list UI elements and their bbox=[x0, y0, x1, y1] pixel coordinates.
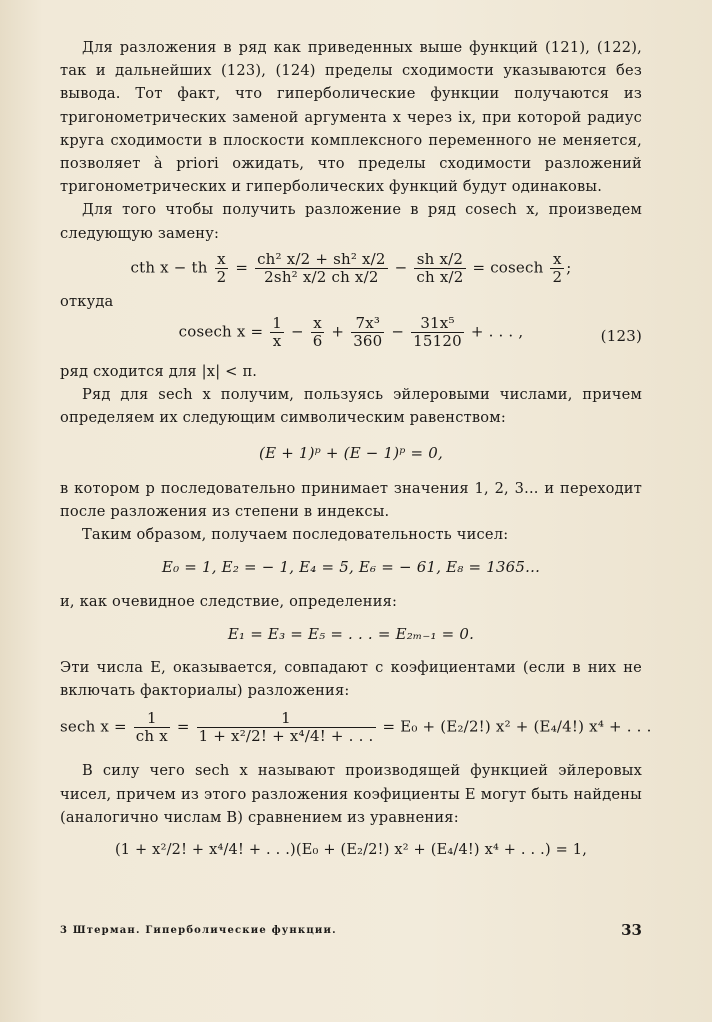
equation-odd-zero: E₁ = E₃ = E₅ = . . . = E₂ₘ₋₁ = 0. bbox=[227, 624, 475, 643]
footer-note: 3 Штерман. Гиперболические функции. bbox=[60, 925, 337, 936]
paragraph-6: в котором p последовательно принимает значения 1, 2, 3... и переходит после разложения из степени в индексы. bbox=[60, 479, 642, 521]
equation-cth-minus-th: cth x − th $\frac{x}{2}$ = $\frac{\text{ch² x/2 + sh² x/2}}{\text{2sh² x/2 ch x/2}}$ − $\frac{\text{sh x/2}}{\text{ch x/2}}$ = cosech $\frac{x}{2}$ ; bbox=[130, 249, 572, 286]
paragraph-1: Для разложения в ряд как приведенных выше функций (121), (122), так и дальнейших (123), (124) пределы сходимости указываются без вывода. Тот факт, что гиперболические функции получаются из тригонометрических заменой аргумента x через ix, при которой радиус круга сходимости в плоскости комплексного переменного не меняется, позволяет à priori ожидать, что пределы сходимости разложений тригонометрических и гиперболических функций будут одинаковы. bbox=[60, 39, 642, 196]
paragraph-3: откуда bbox=[60, 292, 114, 310]
equation-product: (1 + x²/2! + x⁴/4! + . . .)(E₀ + (E₂/2!) x² + (E₄/4!) x⁴ + . . .) = 1, bbox=[114, 842, 588, 859]
page-body bbox=[60, 36, 652, 862]
equation-number: (123) bbox=[600, 327, 642, 346]
paragraph-8: и, как очевидное следствие, определения: bbox=[60, 592, 398, 610]
paragraph-2: Для того чтобы получить разложение в ряд cosech x, произведем следующую замену: bbox=[60, 201, 642, 242]
equation-euler-numbers: E₀ = 1, E₂ = − 1, E₄ = 5, E₆ = − 61, E₈ = 1365... bbox=[161, 558, 541, 577]
paragraph-7: Таким образом, получаем последовательность чисел: bbox=[82, 526, 509, 544]
equation-sech: sech x = $\frac{1}{\text{ch x}}$ = $\frac{1}{\text{1 + x²/2! + x⁴/4! + . . .}}$ = E₀ + (E₂/2!) x² + (E₄/4!) x⁴ + . . . bbox=[60, 709, 652, 746]
page-footer bbox=[60, 921, 642, 939]
equation-symbolic: (E + 1)ᵖ + (E − 1)ᵖ = 0, bbox=[259, 443, 443, 462]
paragraph-10: В силу чего sech x называют производящей функцией эйлеровых чисел, причем из этого разложения коэфициенты E могут быть найдены (аналогично числам B) сравнением из уравнения: bbox=[60, 762, 642, 826]
paragraph-5: Ряд для sech x получим, пользуясь эйлеровыми числами, причем определяем их следующим символическим равенством: bbox=[60, 386, 642, 427]
page-number: 33 bbox=[621, 921, 642, 939]
equation-123: cosech x = $\frac{1}{x}$ − $\frac{x}{6}$ + $\frac{\text{7x³}}{360}$ − $\frac{\text{31x⁵}}{15120}$ + . . . , (123) bbox=[178, 314, 642, 351]
paragraph-4: ряд сходится для |x| < π. bbox=[60, 363, 258, 381]
paragraph-9: Эти числа E, оказывается, совпадают с коэфициентами (если в них не включать факториалы) разложения: bbox=[60, 659, 642, 700]
